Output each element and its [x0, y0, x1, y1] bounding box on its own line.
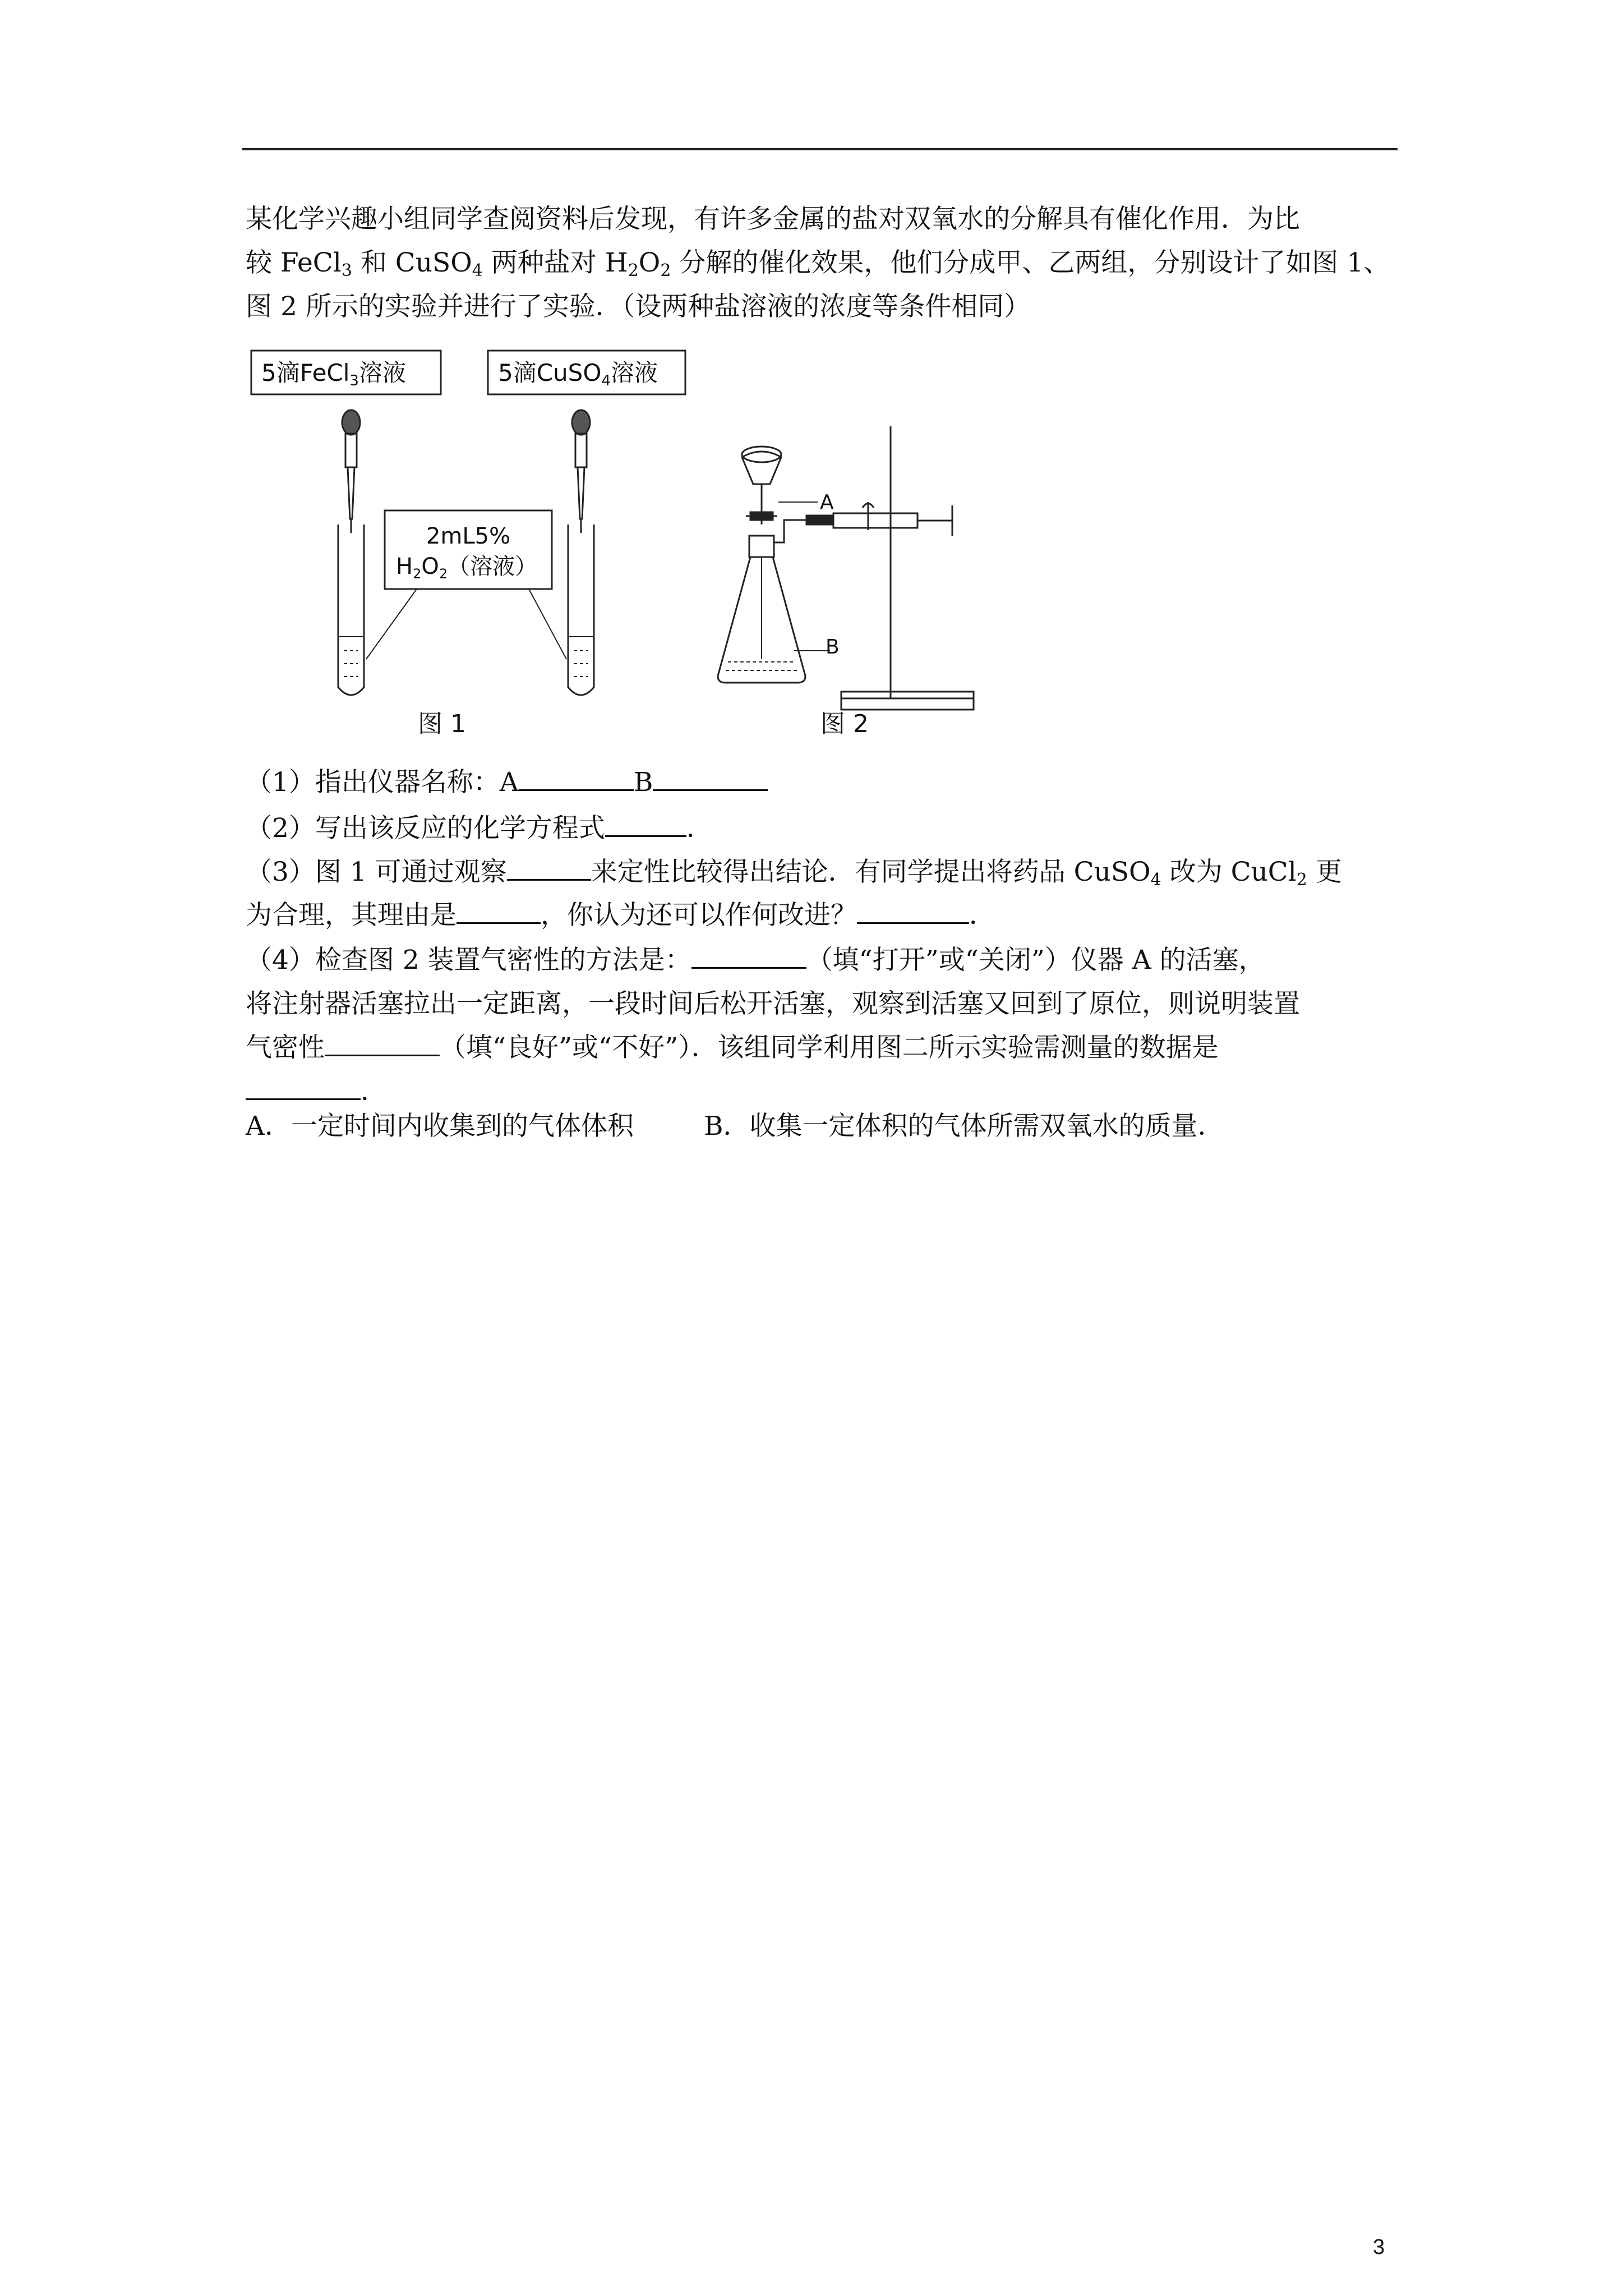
h2o2-pointer-right — [529, 589, 566, 659]
right-test-tube — [568, 524, 594, 695]
h2o2-pointer-left — [366, 589, 417, 659]
question-1: （1）指出仪器名称：A B — [246, 760, 1401, 805]
question-4-line-4: ． — [246, 1069, 1401, 1114]
blank-reason[interactable] — [457, 898, 541, 924]
conical-flask — [718, 536, 805, 683]
syringe — [833, 502, 952, 536]
intro-line-3: 图 2 所示的实验并进行了实验．（设两种盐溶液的浓度等条件相同） — [246, 291, 1031, 322]
intro-line-1: 某化学兴趣小组同学查阅资料后发现，有许多金属的盐对双氧水的分解具有催化作用．为比 — [246, 204, 1300, 234]
question-3-line-2: 为合理，其理由是 ，你认为还可以作何改进？ ． — [246, 893, 1401, 938]
intro-line-2: 较 FeCl$_3$ 和 CuSO$_4$ 两种盐对 $H_2O_2$ 分解的催化效果，他们分成甲、乙两组，分别设计了如图 1、 — [246, 247, 1390, 280]
delivery-tube — [773, 516, 833, 542]
left-test-tube — [338, 524, 364, 695]
blank-equation[interactable] — [605, 811, 686, 837]
blank-measured-data[interactable] — [246, 1074, 361, 1100]
question-4-line-2: 将注射器活塞拉出一定距离，一段时间后松开活塞，观察到活塞又回到了原位，则说明装置 — [246, 988, 1300, 1019]
page-number: 3 — [1373, 2235, 1385, 2259]
iron-stand — [841, 426, 974, 710]
figure-2-caption: 图 2 — [820, 710, 869, 738]
blank-observe[interactable] — [507, 854, 591, 881]
h2o2-concentration: 2mL5% — [426, 523, 511, 549]
left-tube-liquid — [339, 637, 363, 677]
question-4-line-3: 气密性 （填“良好”或“不好”）．该组同学利用图二所示实验需测量的数据是 — [246, 1025, 1401, 1070]
fecl3-label: 5滴FeCl3溶液 — [261, 359, 406, 389]
blank-valve-state[interactable] — [691, 942, 806, 969]
blank-b[interactable] — [653, 765, 768, 791]
h2o2-solution-label: $H_2O_2$（溶液） — [396, 554, 538, 582]
intro-paragraph — [246, 197, 1401, 329]
label-b: B — [826, 636, 840, 659]
label-a: A — [820, 491, 834, 514]
blank-improvement[interactable] — [857, 898, 969, 924]
question-2: （2）写出该反应的化学方程式 ． — [246, 806, 1401, 851]
left-dropper — [342, 410, 360, 533]
right-dropper — [572, 410, 590, 533]
blank-airtightness[interactable] — [325, 1030, 440, 1056]
separatory-funnel — [742, 447, 781, 524]
question-3-line-1: （3）图 1 可通过观察 来定性比较得出结论．有同学提出将药品 CuSO$_4$ 改为 CuCl$_2$ 更 — [246, 850, 1401, 895]
options-line — [246, 1104, 1401, 1149]
header-rule — [242, 148, 1398, 150]
figure-svg — [246, 339, 1031, 743]
blank-a[interactable] — [519, 765, 634, 791]
option-b: B．收集一定体积的气体所需双氧水的质量． — [703, 1111, 1224, 1142]
cuso4-label: 5滴CuSO4溶液 — [498, 359, 658, 389]
question-4-line-1: （4）检查图 2 装置气密性的方法是： （填“打开”或“关闭”）仪器 A 的活塞， — [246, 938, 1401, 983]
right-tube-liquid — [569, 637, 593, 677]
figure-1-caption: 图 1 — [418, 710, 466, 738]
option-a: A．一定时间内收集到的气体体积 — [246, 1111, 634, 1142]
experiment-figure — [246, 339, 1031, 743]
